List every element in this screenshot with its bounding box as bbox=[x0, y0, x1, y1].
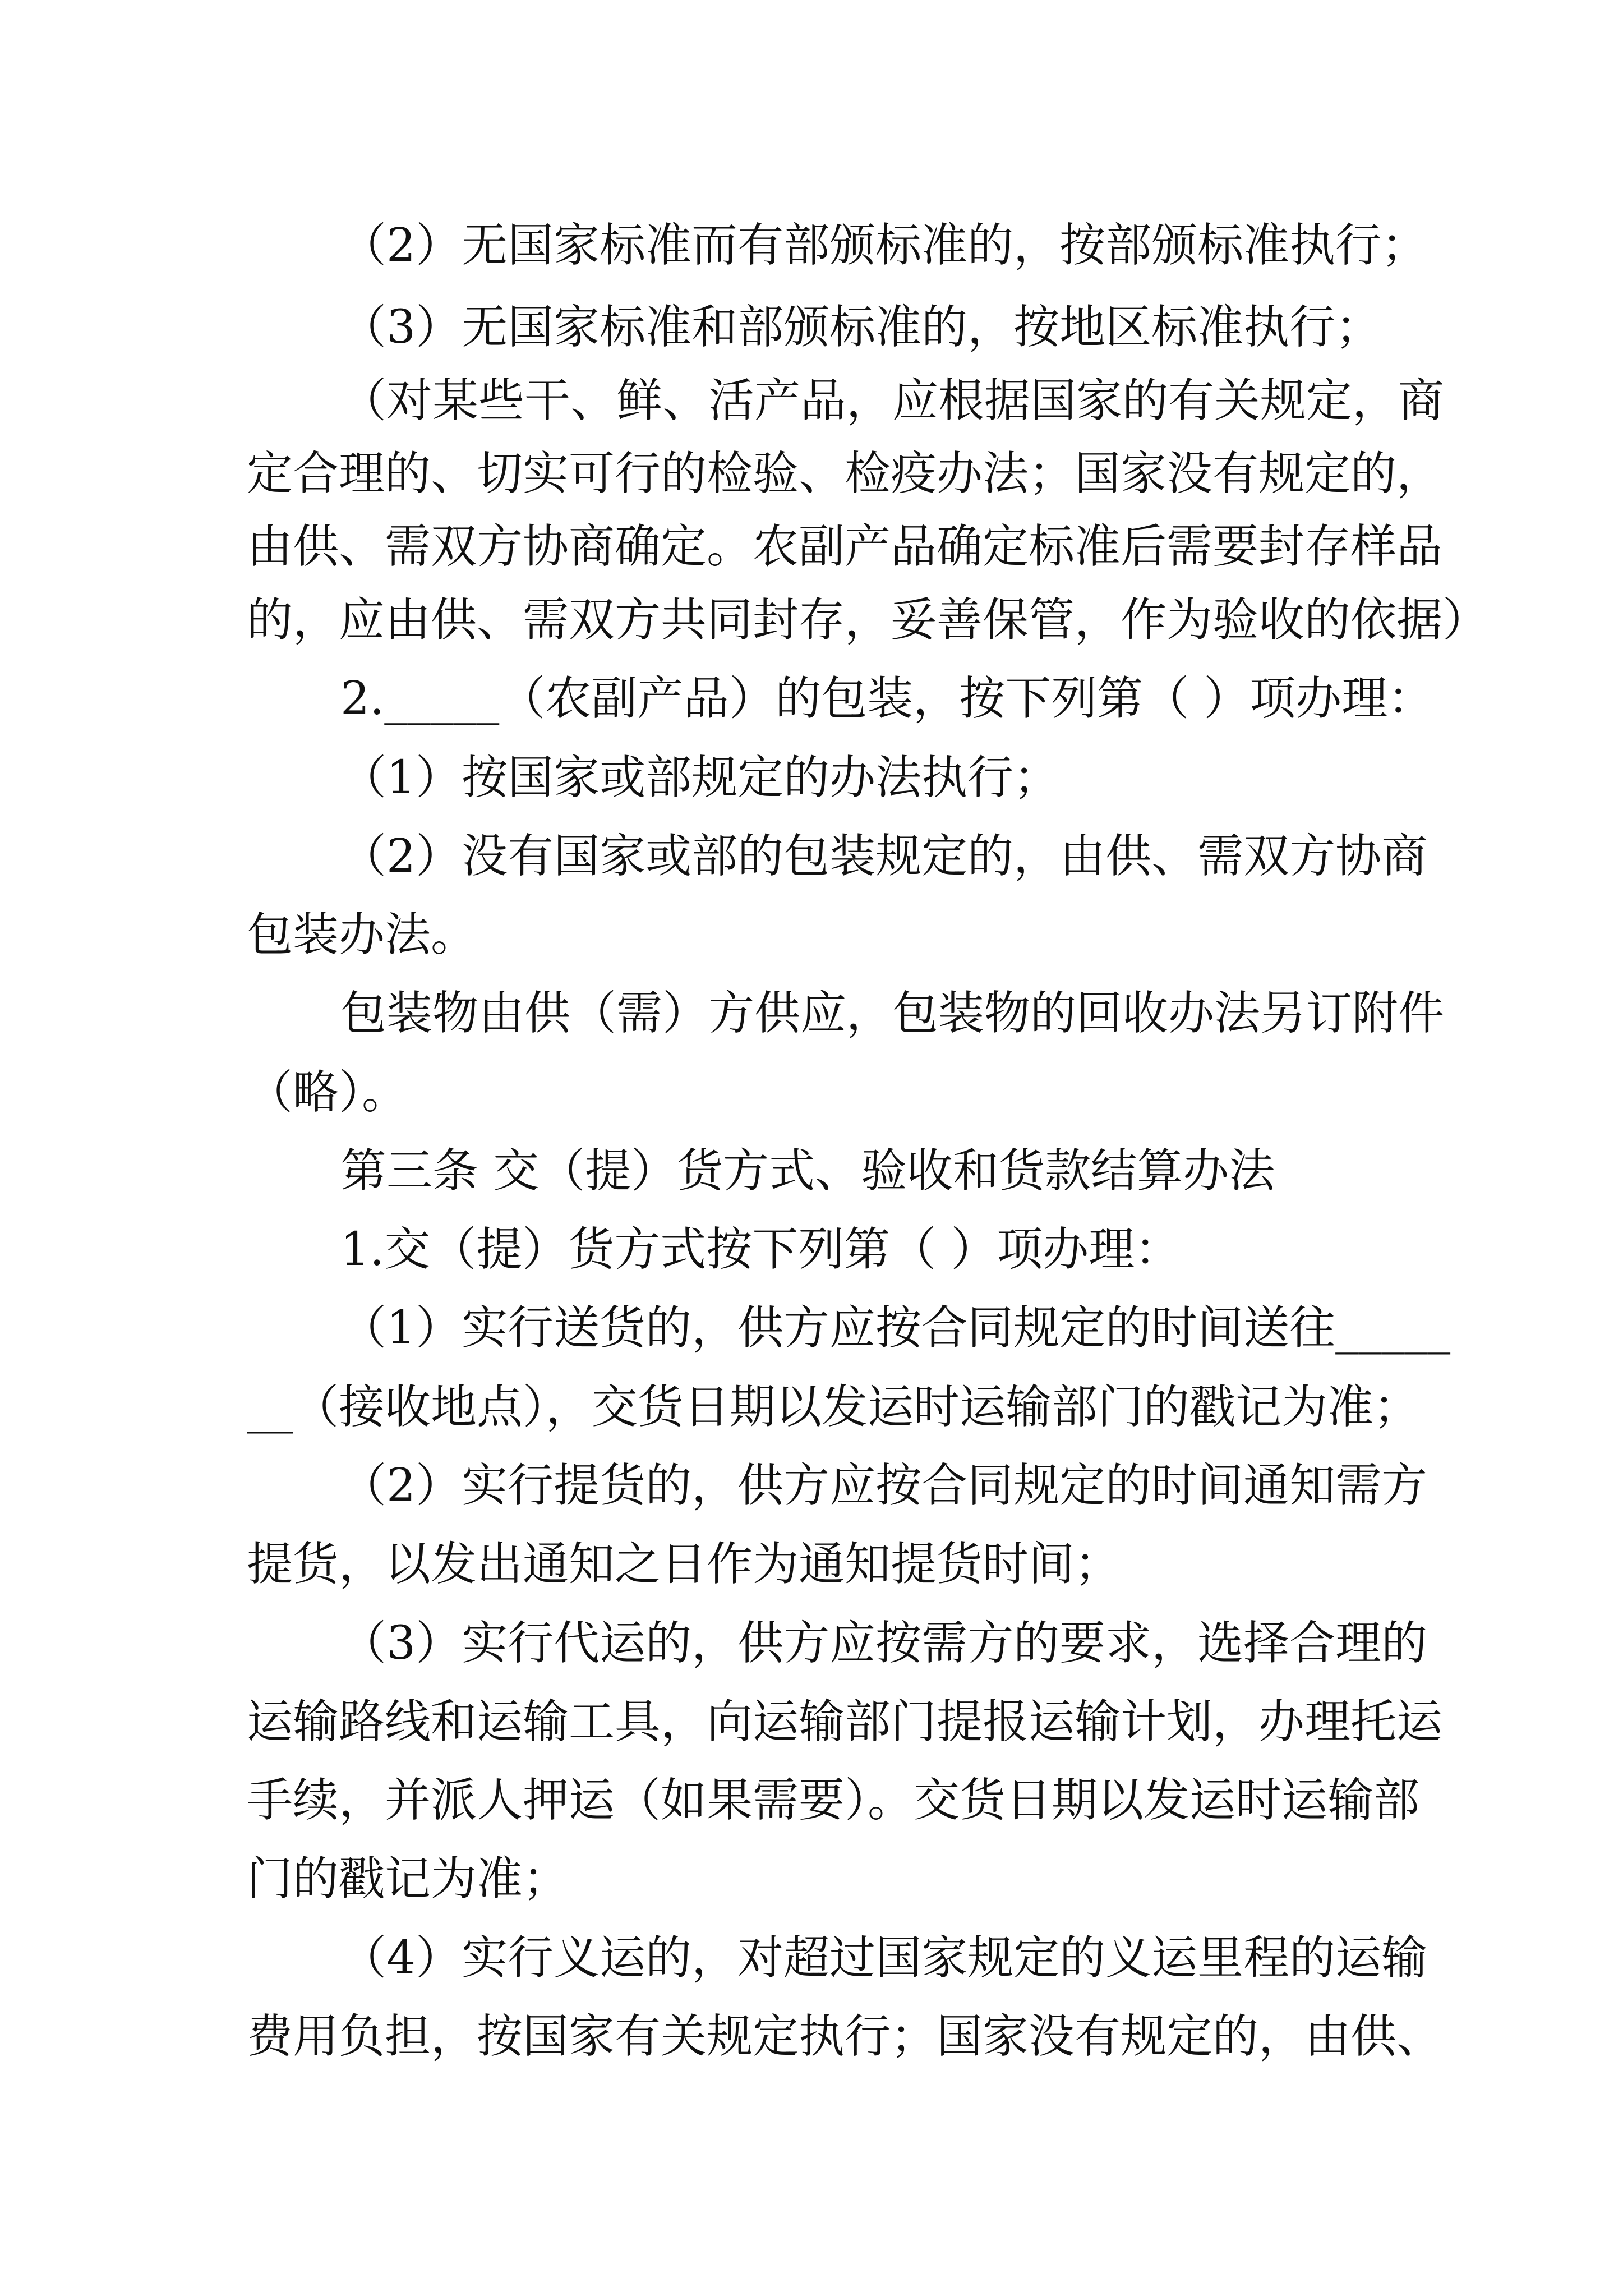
text-line: （2）无国家标准而有部颁标准的，按部颁标准执行； bbox=[340, 219, 1428, 272]
text-line: 门的戳记为准； bbox=[247, 1852, 569, 1906]
text-line: （3）实行代运的，供方应按需方的要求，选择合理的 bbox=[340, 1617, 1428, 1670]
text-line: 由供、需双方协商确定。农副产品确定标准后需要封存样品 bbox=[247, 520, 1443, 573]
text-line: 运输路线和运输工具，向运输部门提报运输计划，办理托运 bbox=[247, 1695, 1443, 1749]
text-line: 的，应由供、需双方共同封存，妥善保管，作为验收的依据） bbox=[247, 593, 1489, 647]
text-line: （1）实行送货的，供方应按合同规定的时间送往_____ bbox=[340, 1301, 1451, 1355]
text-line: 2._____（农副产品）的包装，按下列第（ ）项办理： bbox=[340, 672, 1434, 725]
text-line: （1）按国家或部规定的办法执行； bbox=[340, 751, 1060, 804]
text-line: （2）没有国家或部的包装规定的，由供、需双方协商 bbox=[340, 830, 1428, 883]
text-line: （3）无国家标准和部颁标准的，按地区标准执行； bbox=[340, 301, 1382, 354]
text-line: 包装物由供（需）方供应，包装物的回收办法另订附件 bbox=[340, 987, 1445, 1040]
text-line: 包装办法。 bbox=[247, 908, 477, 961]
text-line: 费用负担，按国家有关规定执行；国家没有规定的，由供、 bbox=[247, 2010, 1443, 2063]
text-line: 提货，以发出通知之日作为通知提货时间； bbox=[247, 1538, 1121, 1591]
text-line: __（接收地点），交货日期以发运时运输部门的戳记为准； bbox=[247, 1381, 1420, 1434]
text-line: （对某些干、鲜、活产品，应根据国家的有关规定，商 bbox=[340, 374, 1445, 427]
text-line: 手续，并派人押运（如果需要）。交货日期以发运时运输部 bbox=[247, 1774, 1420, 1827]
text-line: （4）实行义运的，对超过国家规定的义运里程的运输 bbox=[340, 1931, 1428, 1985]
text-line: （略）。 bbox=[247, 1066, 408, 1119]
text-line: 第三条 交（提）货方式、验收和货款结算办法 bbox=[340, 1144, 1275, 1198]
text-line: 定合理的、切实可行的检验、检疫办法；国家没有规定的， bbox=[247, 447, 1443, 500]
text-line: （2）实行提货的，供方应按合同规定的时间通知需方 bbox=[340, 1459, 1428, 1512]
text-line: 1.交（提）货方式按下列第（ ）项办理： bbox=[340, 1223, 1181, 1276]
